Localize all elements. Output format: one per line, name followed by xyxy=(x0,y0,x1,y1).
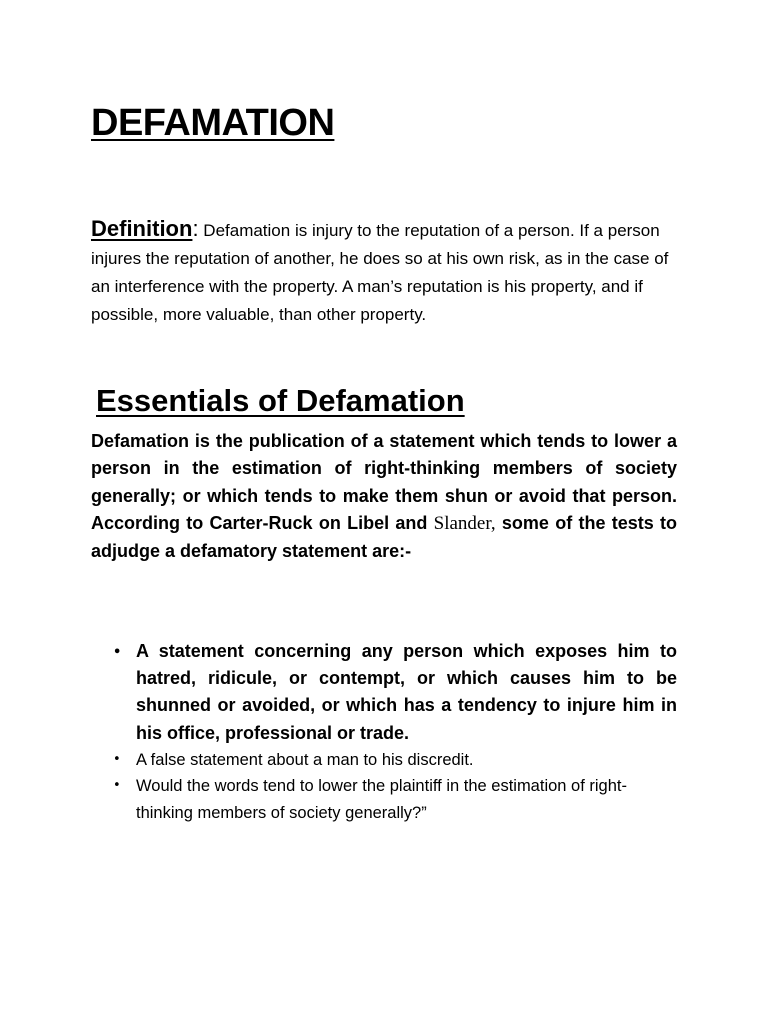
definition-text: Defamation is injury to the reputation of a person. If a person injures the reputation of another, he does so at his own risk, as in the case of an interference with the property. A man’s reputation is his property, and if possible, more valuable, than other property. xyxy=(91,221,669,324)
definition-label: Definition xyxy=(91,216,193,241)
essentials-text-part1: Defamation is the publication of a statement which tends to lower a person in the estimation of right-thinking members of society generally; or which tends to make them shun or avoid that person. According to Carter-Ruck on Libel and xyxy=(91,431,677,534)
essentials-paragraph xyxy=(91,428,677,565)
definition-paragraph xyxy=(91,215,681,329)
document-title: DEFAMATION xyxy=(91,102,335,144)
tests-bullet-list xyxy=(0,638,768,826)
list-item xyxy=(0,747,677,774)
bullet-icon: • xyxy=(113,751,121,767)
bullet-icon: • xyxy=(113,645,122,660)
list-item xyxy=(0,773,677,826)
essentials-serif-word: Slander, xyxy=(433,513,496,535)
list-item-text: A statement concerning any person which exposes him to hatred, ridicule, or contempt, or which causes him to be shunned or avoided, or which has a tendency to injure him in his office, professional or trade. xyxy=(136,641,677,743)
list-item-text: A false statement about a man to his discredit. xyxy=(136,750,474,769)
bullet-icon: • xyxy=(113,778,121,794)
essentials-text-part2: some of the tests to adjudge a defamatory statement are:- xyxy=(91,513,678,561)
essentials-heading: Essentials of Defamation xyxy=(96,383,465,418)
list-item-text: Would the words tend to lower the plaintiff in the estimation of right-thinking members of society generally?” xyxy=(136,777,627,822)
list-item xyxy=(0,638,677,747)
definition-colon: : xyxy=(192,216,199,241)
